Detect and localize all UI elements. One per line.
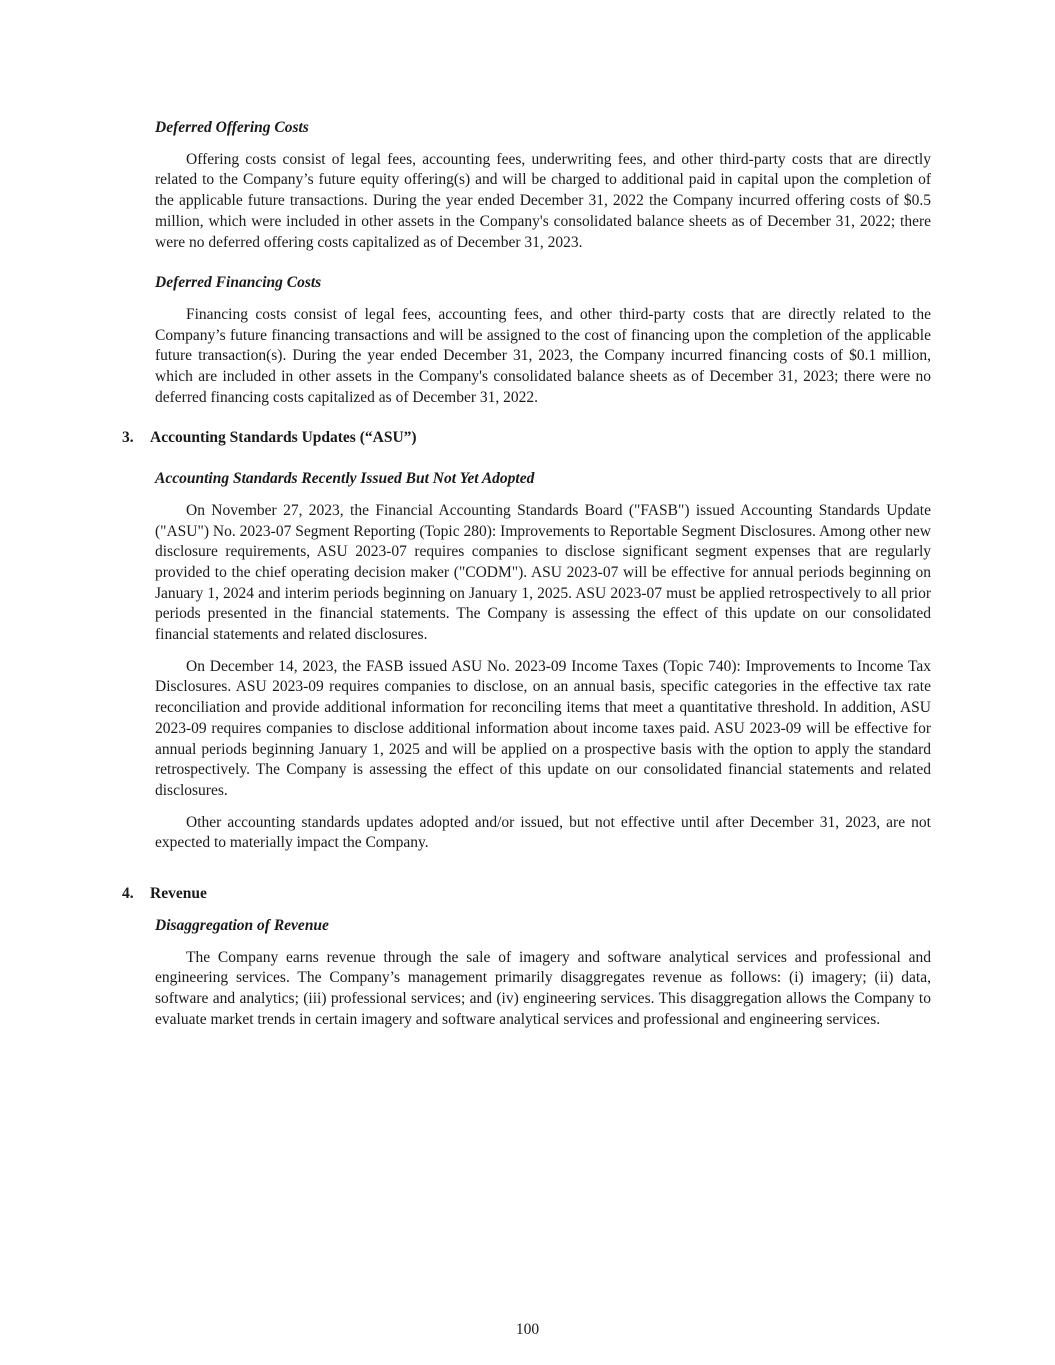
deferred-financing-heading: Deferred Financing Costs [155,274,322,292]
deferred-offering-paragraph: Offering costs consist of legal fees, accounting fees, underwriting fees, and other third-party costs that are directly related to the Company’s future equity offering(s) and will be charged to additional paid in capital upon the completion of the applicable future transactions. During the year ended December 31, 2022 the Company incurred offering costs of $0.5 million, which were included in other assets in the Company's consolidated balance sheets as of December 31, 2022; there were no deferred offering costs capitalized as of December 31, 2023. [155,150,931,251]
asu-section-title: Accounting Standards Updates (“ASU”) [150,429,417,447]
revenue-section-number: 4. [122,885,134,903]
asu-paragraph-1: On November 27, 2023, the Financial Accounting Standards Board ("FASB") issued Accounting Standards Update ("ASU") No. 2023-07 Segment Reporting (Topic 280): Improvements to Reportable Segment Disclosures. Among other new disclosure requirements, ASU 2023-07 requires companies to disclose significant segment expenses that are regularly provided to the chief operating decision maker ("CODM"). ASU 2023-07 will be effective for annual periods beginning on January 1, 2024 and interim periods beginning on January 1, 2025. ASU 2023-07 must be applied retrospectively to all prior periods presented in the financial statements. The Company is assessing the effect of this update on our consolidated financial statements and related disclosures. [155,501,931,644]
asu-section-number: 3. [122,429,134,447]
revenue-subheading: Disaggregation of Revenue [155,916,329,934]
asu-paragraph-2: On December 14, 2023, the FASB issued ASU No. 2023-09 Income Taxes (Topic 740): Improvements to Income Tax Disclosures. ASU 2023-09 requires companies to disclose, on an annual basis, specific categories in the effective tax rate reconciliation and provide additional information for reconciling items that meet a quantitative threshold. In addition, ASU 2023-09 requires companies to disclose additional information about income taxes paid. ASU 2023-09 will be effective for annual periods beginning January 1, 2025 and will be applied on a prospective basis with the option to apply the standard retrospectively. The Company is assessing the effect of this update on our consolidated financial statements and related disclosures. [155,657,931,799]
asu-subheading: Accounting Standards Recently Issued But Not Yet Adopted [155,470,535,488]
revenue-section-heading [122,884,931,905]
asu-paragraph-3: Other accounting standards updates adopted and/or issued, but not effective until after December 31, 2023, are not expected to materially impact the Company. [155,813,931,852]
revenue-paragraph: The Company earns revenue through the sale of imagery and software analytical services and professional and engineering services. The Company’s management primarily disaggregates revenue as follows: (i) imagery; (ii) data, software and analytics; (iii) professional services; and (iv) engineering services. This disaggregation allows the Company to evaluate market trends in certain imagery and software analytical services and professional and engineering services. [155,948,931,1028]
asu-section-heading [122,428,931,449]
page-number: 100 [515,1321,540,1338]
revenue-section-title: Revenue [150,885,207,903]
deferred-offering-heading: Deferred Offering Costs [155,119,309,136]
deferred-financing-paragraph: Financing costs consist of legal fees, accounting fees, and other third-party costs that are directly related to the Company’s future financing transactions and will be assigned to the cost of financing upon the completion of the applicable future transaction(s). During the year ended December 31, 2023, the Company incurred financing costs of $0.1 million, which are included in other assets in the Company's consolidated balance sheets as of December 31, 2023; there were no deferred financing costs capitalized as of December 31, 2022. [155,305,931,406]
document-page [122,118,931,1030]
